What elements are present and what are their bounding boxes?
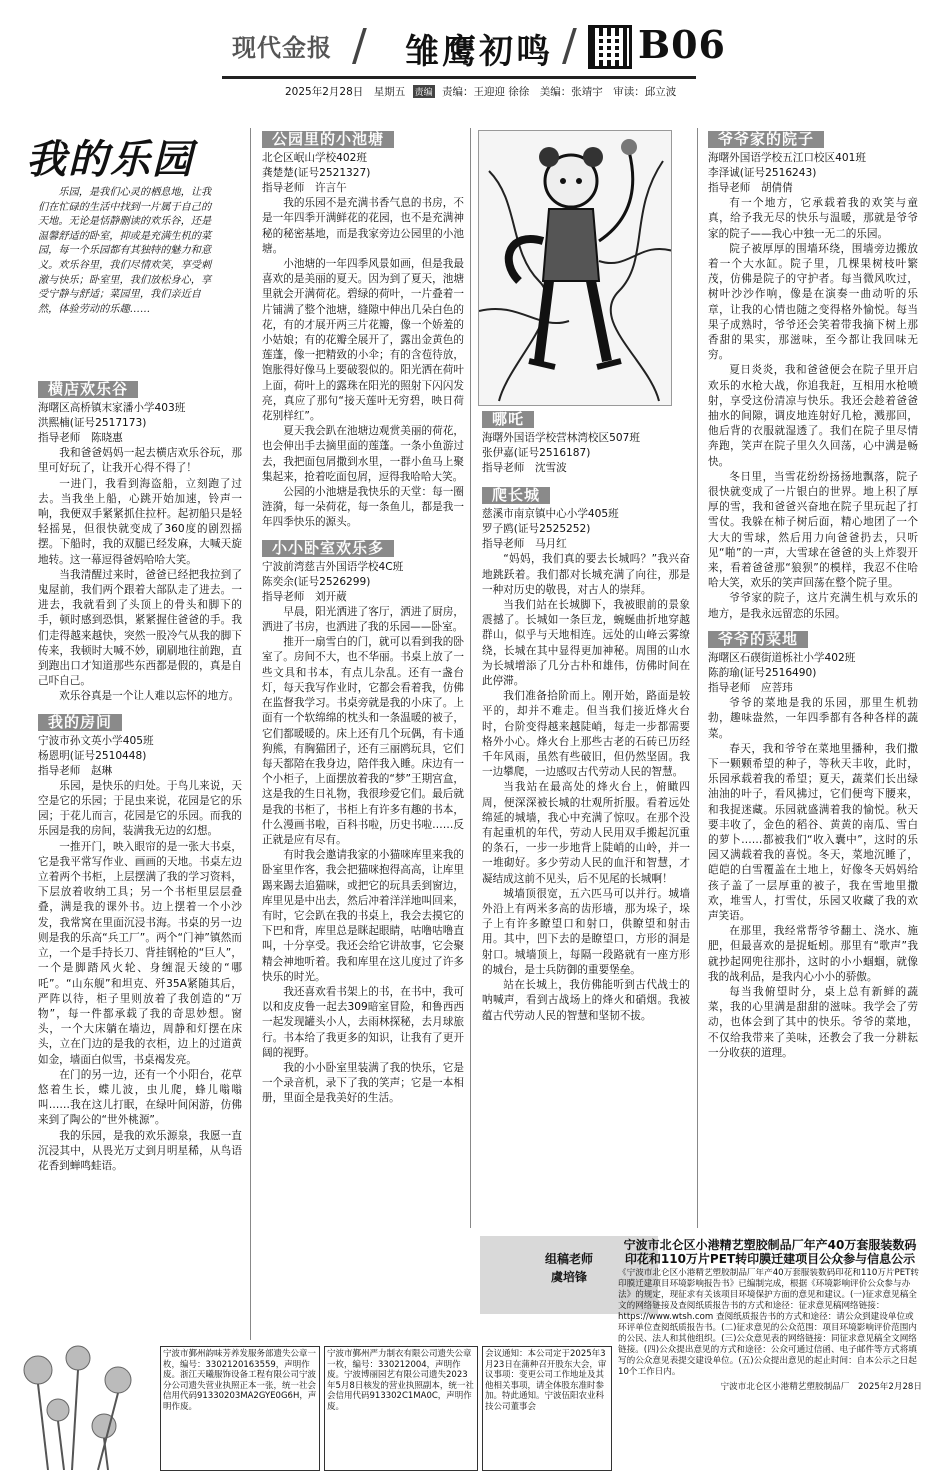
teacher: 指导老师 沈雪波 bbox=[482, 462, 567, 475]
paragraph: 早晨，阳光洒进了客厅，洒进了厨房，洒进了书房，也洒进了我的乐园——卧室。 bbox=[262, 605, 464, 634]
qr-code-icon bbox=[588, 25, 632, 69]
notice-body bbox=[618, 1268, 922, 1468]
divider-slash: / bbox=[352, 20, 367, 71]
school: 海曙外国语学校五江口校区401班 bbox=[708, 152, 866, 165]
article-nezha bbox=[482, 408, 690, 476]
teacher: 指导老师 赵琳 bbox=[38, 764, 113, 777]
column-1 bbox=[38, 378, 242, 1338]
author: 龚楚楚(证号2521327) bbox=[262, 167, 371, 180]
paragraph: 春天，我和爷爷在菜地里播种，我们撒下一颗颗希望的种子，等秋天丰收，此时，乐园承载着我的希望；夏天，蔬菜们长出绿油油的叶子，看风拂过，它们便弯下腰来，和我捉迷藏。乐园就盛满着我的愉悦。秋天要丰收了，金色的稻谷、黄黄的南瓜、雪白的萝卜……都被我们“收入囊中”，这时的乐园又满载着我的喜悦。冬天，菜地沉睡了，皑皑的白雪覆盖在土地上，好像冬天妈妈给孩子盖了一层厚重的被子，我在雪地里撒欢，堆雪人，打雪仗，乐园又收藏了我的欢声笑语。 bbox=[708, 742, 918, 922]
column-rule bbox=[250, 128, 251, 1340]
paragraph: 在门的另一边，还有一个小阳台，花草悠着生长，蝶儿波，虫儿爬，蜂儿嗡嗡叫……我在这儿打眠，在绿叶间闲游，仿佛来到了陶公的“世外桃源”。 bbox=[38, 1068, 242, 1127]
paragraph: 推开一扇雪白的门，就可以看到我的卧室了。房间不大，也不华丽。书桌上放了一些文具和书本，有点儿杂乱。还有一盏台灯，每天我写作业时，它都会看着我，仿佛在监督我学习。书桌旁就是我的小床了。上面有一个软绵绵的枕头和一条温暖的被子，它们都暖暖的。床上还有几个玩偶，有卡通狗熊，有胸猫团子，还有三丽鸥玩具，它们每天都陪在我身边，陪伴我入睡。床边有一个小柜子，上面摆放着我的“梦”王期宫盒，这是我的生日礼物，我很珍爱它们。最后就是我的书柜了，书柜上有许多有趣的书本，什么漫画书啦，百科书啦，历史书啦……反正就是应有尽有。 bbox=[262, 636, 464, 846]
publication-name: 现代金报 bbox=[232, 33, 332, 62]
school: 宁波前湾慈吉外国语学校4C班 bbox=[262, 560, 404, 573]
paragraph: 城墙顶很宽，五六匹马可以并行。城墙外沿上有两米多高的齿形墙，那为垛子，垛子上有许多瞭望口和射口，供瞭望和射击用。其中，凹下去的是瞭望口，方形的洞是射口。城墙顶上，每隔一段路就有一座方形的城台，是士兵防御的重要堡垒。 bbox=[482, 887, 690, 976]
paragraph: 夏日炎炎，我和爸爸便会在院子里开启欢乐的水枪大战，你追我赶，互相用水枪喷射，享受这份清凉与快乐。我还会趁着爸爸抽水的间隙，调皮地连射好几枪，溅那回，他后背的衣服就湿透了。我们在院子里尽情奔跑，笑声在院子里久久回荡，心中满是畅快。 bbox=[708, 364, 918, 468]
divider-slash: / bbox=[562, 20, 577, 71]
author: 陈奕余(证号2526299) bbox=[262, 575, 371, 588]
article-title: 公园里的小池塘 bbox=[262, 131, 394, 148]
masthead-rule bbox=[222, 76, 696, 79]
paragraph: 院子被厚厚的围墙环绕，围墙旁边搬放着一个大水缸。院子里，几棵果树枝叶繁茂，仿佛是院子的守护者。每当微风吹过，树叶沙沙作响，像是在演奏一曲动听的乐章，让我的心情也随之变得格外愉悦。每当果子成熟时，爷爷还会笑着带我摘下树上那香甜的果实，那滋味，至今都让我回味无穷。 bbox=[708, 242, 918, 362]
paragraph: 我的小小卧室里装满了我的快乐，它是一个录音机，录下了我的笑声；它是一本相册，里面全是我美好的生活。 bbox=[262, 1061, 464, 1105]
column-2 bbox=[262, 128, 464, 1340]
author: 李泽诚(证号2516243) bbox=[708, 167, 817, 180]
nezha-drawing bbox=[479, 131, 672, 406]
editor-name: 虞培锋 bbox=[550, 1270, 587, 1284]
notice-text: 《宁波市北仑区小港精艺塑胶制品厂年产40万套服装数码印花和110万片PET转印膜迁建项目环境影响报告书》已编制完成，根据《环境影响评价公众参与办法》的规定，现征求有关该项目环境保护方面的意见和建议。(一)征求意见稿全文的网络链接及查阅纸质报告书的方式和途径：征求意见稿网络链接：https://www.wtsh.com 查阅纸质报告书的方式和途径：请公众到建设单位或环评单位查阅纸质报告书。(二)征求意见的公众范围：项目环境影响评价范围内的公民、法人和其他组织。(三)公众意见表的网络链接：同征求意见稿全文网络链接。(四)公众提出意见的方式和途径：公众可通过信函、电子邮件等方式将填写的公众意见表提交建设单位。(五)公众提出意见的起止时间：自本公示之日起10个工作日内。 bbox=[618, 1268, 920, 1377]
author: 洪熙楠(证号2517173) bbox=[38, 417, 147, 430]
classified-box: 宁波市鄞州韵味芳养发服务部遗失公章一枚，编号：3302120163559，声明作废。浙江天曦服饰设备工程有限公司宁波分公司遗失营业执照正本一张，统一社会信用代码91330203MA2GYE0G6H，声明作废。 bbox=[160, 1346, 320, 1471]
article-bedroom bbox=[262, 537, 464, 1107]
section-title: 雏鹰初鸣 bbox=[405, 32, 553, 72]
paragraph: 我们准备拾阶而上。刚开始，路面是较平的，却并不难走。但当我们接近烽火台时，台阶变得越来越陡峭，每走一步都需要格外小心。烽火台上那些古老的石砖已历经千年风雨，虽然有些破旧，但仍然坚固。我一边攀爬，一边感叹古代劳动人民的智慧。 bbox=[482, 690, 690, 779]
date-text: 2025年2月28日 星期五 bbox=[285, 86, 406, 98]
author: 陈韵瑜(证号2516490) bbox=[708, 667, 817, 680]
paragraph: 我还喜欢看书架上的书，在书中，我可以和皮皮鲁一起去309暗室冒险，和鲁西西一起发现罐头小人，去雨林探秘，去月球旅行。书本给了我更多的知识，让我有了更开阔的视野。 bbox=[262, 985, 464, 1059]
article-great-wall bbox=[482, 484, 690, 1024]
paragraph: 在那里，我经常帮爷爷翻土、浇水、施肥，但最喜欢的是捉蚯蚓。那里有“歌声”我就抄起网兜往那扑，这时的小小蝈蝈，就像我的战利品，是我内心小小的骄傲。 bbox=[708, 925, 918, 983]
teacher: 指导老师 陈晓惠 bbox=[38, 432, 123, 445]
page-number: B06 bbox=[638, 22, 726, 67]
classified-boxes bbox=[160, 1346, 612, 1471]
article-title: 我的房间 bbox=[38, 714, 122, 731]
masthead bbox=[0, 0, 934, 112]
classified-box: 会议通知：本公司定于2025年3月23日在蒲种召开股东大会，审议事项：变更公司工作地址及其他相关事项，请全体股东准时参加。特此通知。宁波伍阳农业科技公司董事会 bbox=[482, 1346, 612, 1471]
intro-text: 乐园，是我们心灵的栖息地，让我们在忙碌的生活中找到一片属于自己的天地。无论是恬静删读的欢乐谷，还是温馨舒适的卧室，抑或是充满生机的菜园，每一个乐园都有其独特的魅力和意义。欢乐谷里，我们尽情欢笑，享受刺激与快乐；卧室里，我们放松身心，享受宁静与舒适；菜园里，我们亲近自然，体验劳动的乐趣…… bbox=[38, 187, 212, 315]
paragraph: 公园的小池塘是我快乐的天堂：每一圈涟漪，每一朵荷花，每一条鱼儿，都是我一年四季快乐的源头。 bbox=[262, 486, 464, 529]
notice-title: 宁波市北仑区小港精艺塑胶制品厂年产40万套服装数码印花和110万片PET转印膜迁建项目公众参与信息公示 bbox=[623, 1238, 917, 1266]
paragraph: 我的乐园，是我的欢乐源泉，我愿一直沉浸其中，从畏光万丈到月明星稀，从鸟语花香到蝉鸣蛙语。 bbox=[38, 1129, 242, 1172]
article-title: 小小卧室欢乐多 bbox=[262, 540, 394, 557]
paragraph: 一推开门，映入眼帘的是一张大书桌，它是我平常写作业、画画的天地。书桌左边立着两个书柜，上层摆满了我的学习资料，下层放着收纳工具；另一个书柜里层层叠叠，满是我的课外书。边上摆着一个小沙发，我常窝在里面沉浸书海。书桌的另一边则是我的乐高“兵工厂”。两个“门神”镇然而立，一个是手持长刀、背挂钢枪的“巨人”，一个是脚踏风火轮、身缠混天绫的“哪吒”。“山东舰”和坦克、歼35A紧随其后，严阵以待，柜子里则放着了我创造的“万物”，每一件都承载了我的奇思妙想。窗头，一个大床躺在墙边，周静和灯摆在床头，立在门边的是我的衣柜，边上的过道黄如金，墙面白似雪，书桌褐发亮。 bbox=[38, 840, 242, 1066]
flower-illustration bbox=[8, 1330, 158, 1470]
author: 杨恩明(证号2510448) bbox=[38, 749, 147, 762]
column-rule bbox=[697, 128, 698, 1228]
author: 张伊嘉(证号2516187) bbox=[482, 447, 591, 460]
school: 海曙区石碶街道栎社小学402班 bbox=[708, 652, 856, 665]
notice-footer: 宁波市北仑区小港精艺塑胶制品厂 2025年2月28日 bbox=[720, 1382, 922, 1392]
column-logo: 我的乐园 bbox=[26, 136, 194, 183]
article-vegetable-garden bbox=[708, 628, 918, 1061]
edit-tag: 责编 bbox=[413, 85, 435, 98]
school: 慈溪市南京镇中心小学405班 bbox=[482, 508, 619, 521]
teacher: 指导老师 刘开葳 bbox=[262, 590, 347, 603]
article-title: 爷爷的菜地 bbox=[708, 631, 808, 648]
column-4 bbox=[708, 128, 918, 1228]
article-title: 哪吒 bbox=[482, 411, 534, 428]
teacher: 指导老师 马月红 bbox=[482, 538, 567, 551]
paragraph: 有时我会邀请我家的小猫咪库里来我的卧室里作客，我会把猫咪抱得高高，让库里踢来踢去追猫咪，或把它的玩具丢到窗边，库里见是中出去，然后冲着洋洋地叫回来，有时，它会趴在我的书桌上，我会去摸它的下巴和背，库里总是眯起眼睛，咕噜咕噜直叫，十分享受。我还会给它讲故事，它会聚精会神地听着。我和库里在这儿度过了许多快乐的时光。 bbox=[262, 849, 464, 983]
paragraph: 爷爷家的院子，这片充满生机与欢乐的地方，是我永远留恋的乐园。 bbox=[708, 592, 918, 620]
paragraph: 当我们站在长城脚下，我被眼前的景象震撼了。长城如一条巨龙，蜿蜒曲折地穿越群山，似乎与天地相连。远处的山峰云雾缭绕，长城在其中显得更加神秘。周围的山水为长城增添了几分古朴和雄伟，仿佛时间在此停滞。 bbox=[482, 599, 690, 688]
teacher: 指导老师 应菩玮 bbox=[708, 682, 793, 695]
classified-box: 宁波市鄞州严力制衣有限公司遗失公章一枚，编号：330212004，声明作废。宁波博丽园艺有限公司遗失2023年5月8日核发的营业执照副本，统一社会信用代码913302C1MA0C，声明作废。 bbox=[324, 1346, 478, 1471]
author: 罗子鸥(证号2525252) bbox=[482, 523, 591, 536]
paragraph: 我的乐园不是充满书香气息的书房，不是一年四季开满鲜花的花园，也不是充满神秘的秘密基地，而是我家旁边公园里的小池塘。 bbox=[262, 197, 464, 255]
paragraph: 一进门，我看到海盗船，立刻跑了过去。当我坐上船，心跳开始加速，铃声一响，我便双手紧紧抓住拉杆。起初船只是轻轻摇晃，但很快就变成了360度的剧烈摇摆。下船时，我的双腿已经发麻，大喊天旋地转。这一幕逗得爸妈哈哈大笑。 bbox=[38, 477, 242, 566]
article-title: 爬长城 bbox=[482, 487, 550, 504]
dateline bbox=[285, 84, 676, 99]
school: 宁波市孙文英小学405班 bbox=[38, 734, 154, 747]
paragraph: 站在长城上，我仿佛能听到古代战士的呐喊声，看到古战场上的烽火和硝烟。我被蕴古代劳动人民的智慧和坚韧不拔。 bbox=[482, 979, 690, 1022]
school: 北仑区岷山学校402班 bbox=[262, 152, 367, 165]
paragraph: “妈妈，我们真的要去长城吗？”我兴奋地跳跃着。我们都对长城充满了向往，那是一种对历史的敬畏，对古人的崇拜。 bbox=[482, 553, 690, 596]
paragraph: 当我站在最高处的烽火台上，俯瞰四周，便深深被长城的壮观所折服。看着远处绵延的城墙，我心中充满了惊叹。在那个没有起重机的年代，劳动人民用双手搬起沉重的条石，一步一步地背上陡峭的山岭，并一一堆砌好。多少劳动人民的血汗和智慧，才凝结成这前不见头，后不见尾的长城啊！ bbox=[482, 781, 690, 885]
article-title: 横店欢乐谷 bbox=[38, 381, 138, 398]
paragraph: 乐园，是快乐的归处。于鸟儿来说，天空是它的乐园；于昆虫来说，花园是它的乐园；于花儿而言，花园是它的乐园。而我的乐园是我的房间，装满我无边的幻想。 bbox=[38, 779, 242, 838]
column-rule bbox=[470, 128, 471, 1228]
paragraph: 我和爸爸妈妈一起去横店欢乐谷玩，那里可好玩了，让我开心得不得了！ bbox=[38, 447, 242, 475]
paragraph: 有一个地方，它承载着我的欢笑与童真，给予我无尽的快乐与温暖，那就是爷爷家的院子——我心中独一无二的乐园。 bbox=[708, 197, 918, 240]
teacher: 指导老师 胡倩倩 bbox=[708, 182, 793, 195]
article-courtyard bbox=[708, 128, 918, 622]
nezha-artwork bbox=[478, 130, 672, 406]
credits-text: 责编：王迎迎 徐徐 美编：张靖宇 审读：邱立波 bbox=[441, 86, 677, 98]
column-3 bbox=[482, 408, 690, 1238]
paragraph: 夏天我会趴在池塘边观赏美丽的荷花，也会伸出手去摘里面的莲蓬。一条小鱼游过去，我把面包屑撒到水里，一群小鱼马上聚集起来，抢着吃面包屑，逗得我哈哈大笑。 bbox=[262, 425, 464, 483]
article-title: 爷爷家的院子 bbox=[708, 131, 824, 148]
paragraph: 当我清醒过来时，爸爸已经把我拉到了鬼屋前，我们两个跟着大部队走了进去。一进去，我就看到了头顶上的骨头和脚下的手，顿时感到恐惧，紧紧握住爸爸的手。我们走得越来越快，突然一股冷气从我的脚下传来，我顿时大喊不妙，刷刷地往前跑，直到跑出口才知道那些东西都是假的，真是自己吓自己。 bbox=[38, 568, 242, 688]
article-pond bbox=[262, 128, 464, 531]
paragraph: 欢乐谷真是一个让人难以忘怀的地方。 bbox=[59, 690, 240, 703]
school: 海曙区高桥镇末家潘小学403班 bbox=[38, 402, 186, 415]
editor-label: 组稿老师 bbox=[544, 1252, 593, 1266]
paragraph: 冬日里，当雪花纷纷扬扬地飘落，院子很快就变成了一片银白的世界。地上积了厚厚的雪，我和爸爸兴奋地在院子里玩起了打雪仗。我躲在柿子树后面，精心地团了一个大大的雪球，然后用力向爸爸扔去，只听见“啪”的一声，大雪球在爸爸的头上炸裂开来，看着爸爸那“狼狈”的模样，我忍不住哈哈大笑，欢乐的笑声回荡在整个院子里。 bbox=[708, 470, 918, 590]
article-henddian bbox=[38, 378, 242, 705]
paragraph: 每当我俯望时分，桌上总有新鲜的蔬菜，我的心里满是甜甜的滋味。我学会了劳动，也体会到了其中的快乐。爷爷的菜地，不仅给我带来了美味，还教会了我一分耕耘一分收获的道理。 bbox=[708, 985, 918, 1059]
teacher: 指导老师 许言午 bbox=[262, 182, 347, 195]
school: 海曙外国语学校营林湾校区507班 bbox=[482, 432, 640, 445]
paragraph: 小池塘的一年四季风景如画，但是我最喜欢的是美丽的夏天。因为到了夏天，池塘里就会开满荷花。碧绿的荷叶，一片叠着一片铺满了整个池塘，缝隙中伸出几朵白色的花，有的才展开两三片花瓣，像一个娇羞的小姑娘；有的花瓣全展开了，露出金黄色的莲蓬，像一把精致的小伞；有的含苞待放，饱胀得好像马上要破裂似的。阳光洒在荷叶上面，荷叶上的露珠在阳光的照射下闪闪发亮，真应了那句“接天莲叶无穷碧，映日荷花别样红”。 bbox=[262, 258, 464, 423]
article-my-room bbox=[38, 711, 242, 1174]
paragraph: 爷爷的菜地是我的乐园，那里生机勃勃，趣味盎然，一年四季都有各种各样的蔬菜。 bbox=[708, 697, 918, 740]
